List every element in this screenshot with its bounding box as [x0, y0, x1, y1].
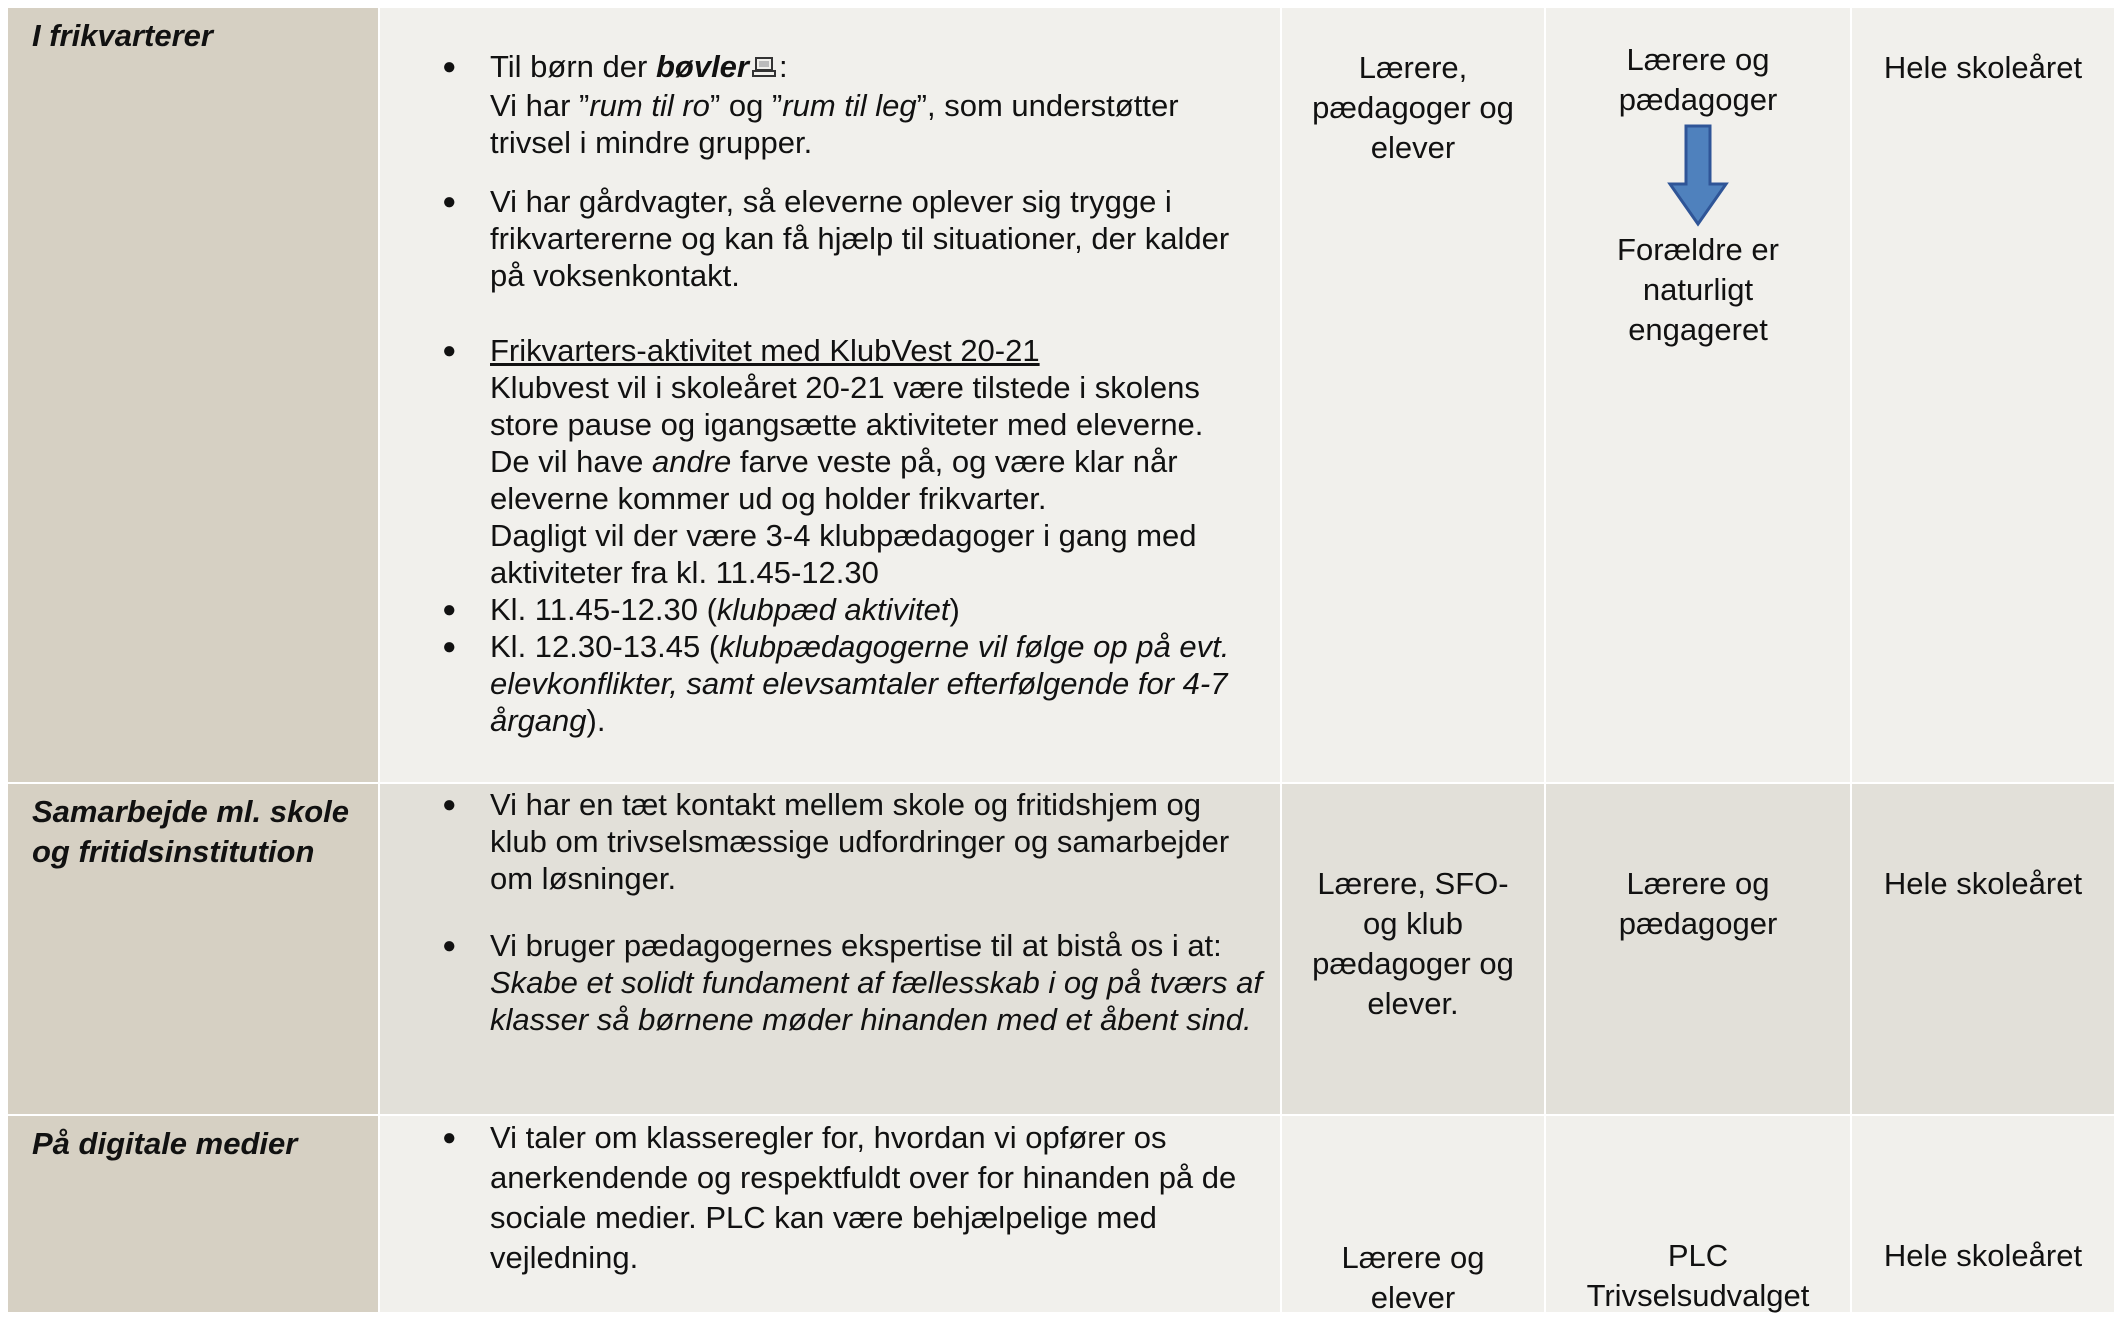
- bullet-icon: ●: [442, 596, 457, 624]
- italic-text: Skabe et solidt fundament af fællesskab i og på tværs af klasser så børnene møder hinanden med et åbent sind.: [490, 965, 1262, 1037]
- bullet-text: Vi har gårdvagter, så eleverne oplever sig trygge i frikvartererne og kan få hjælp til situationer, der kalder på voksenkontakt.: [490, 184, 1230, 294]
- list-item: [442, 183, 1262, 294]
- bullet-text: Vi har ”: [490, 88, 590, 124]
- list-item: [442, 628, 1262, 739]
- responsible-text: Lærere, pædagoger og elever: [1312, 50, 1514, 165]
- italic-text: rum til leg: [782, 88, 917, 124]
- row-heading-samarbejde: [8, 784, 378, 1114]
- involved-cell: [1546, 8, 1850, 782]
- bullet-text: ): [949, 592, 960, 628]
- bullet-text: Vi bruger pædagogernes ekspertise til at bistå os i at:: [490, 928, 1222, 963]
- row-heading-text: På digitale medier: [32, 1126, 298, 1161]
- bullet-icon: ●: [442, 188, 457, 216]
- activities-cell-frikvarterer: [380, 8, 1280, 782]
- involved-cell: [1546, 1116, 1850, 1312]
- responsible-cell: [1282, 784, 1544, 1114]
- period-cell: [1852, 1116, 2114, 1312]
- bullet-icon: ●: [442, 53, 457, 80]
- responsible-text: Lærere og elever: [1341, 1240, 1485, 1315]
- section-title: Frikvarters-aktivitet med KlubVest 20-21: [490, 333, 1040, 369]
- bullet-text: ).: [586, 703, 606, 739]
- bullet-text: Klubvest vil i skoleåret 20-21 være tilstede i skolens store pause og igangsætte aktiviteter med eleverne.: [490, 370, 1204, 443]
- bullet-icon: ●: [442, 633, 457, 661]
- responsible-cell: [1282, 1116, 1544, 1315]
- italic-text: andre: [651, 444, 732, 480]
- period-cell: [1852, 8, 2114, 782]
- bullet-text: Dagligt vil der være 3-4 klubpædagoger i gang med aktiviteter fra kl. 11.45-12.30: [490, 518, 1197, 591]
- laptop-icon: [751, 50, 777, 87]
- bullet-text: Vi har en tæt kontakt mellem skole og fritidshjem og klub om trivselsmæssige udfordringer og samarbejder om løsninger.: [490, 787, 1230, 896]
- row-heading-frikvarterer: [8, 8, 378, 782]
- involved-text: Trivselsudvalget: [1586, 1278, 1810, 1313]
- responsible-cell: [1282, 8, 1544, 782]
- activities-cell-samarbejde: [380, 784, 1280, 1114]
- row-heading-text: Samarbejde ml. skole og fritidsinstitution: [32, 794, 350, 869]
- bullet-text: ” og ”: [709, 88, 783, 124]
- row-heading-text: I frikvarterer: [32, 18, 213, 53]
- involved-text: Forældre er naturligt engageret: [1617, 232, 1779, 347]
- involved-text: Lærere og pædagoger: [1618, 42, 1778, 117]
- bullet-text: :: [778, 49, 788, 84]
- period-cell: [1852, 784, 2114, 1114]
- bullet-text: Kl. 11.45-12.30 (: [490, 592, 717, 628]
- involved-text: Lærere og pædagoger: [1618, 866, 1778, 941]
- down-arrow-icon: [1576, 120, 1820, 230]
- period-text: Hele skoleåret: [1883, 1238, 2083, 1273]
- activities-cell-digitale-medier: [380, 1116, 1280, 1312]
- list-item: [442, 591, 1262, 628]
- list-item: [442, 332, 1262, 591]
- bullet-text: De vil have: [490, 444, 652, 480]
- list-item: [442, 1118, 1262, 1278]
- bullet-text: ”, som understøtter trivsel i mindre grupper.: [490, 88, 1179, 161]
- bullet-icon: ●: [442, 337, 457, 365]
- bullet-text: Kl. 12.30-13.45 (: [490, 629, 720, 665]
- involved-text: PLC: [1667, 1238, 1729, 1273]
- list-item: [442, 48, 1262, 161]
- bullet-text: farve veste på, og være klar når eleverne kommer ud og holder frikvarter.: [490, 444, 1178, 517]
- bullet-text: Til børn der: [490, 49, 656, 84]
- list-item: [442, 786, 1262, 897]
- row-heading-digitale-medier: [8, 1116, 378, 1312]
- involved-cell: [1546, 784, 1850, 1114]
- bold-word: bøvler: [655, 49, 749, 84]
- period-text: Hele skoleåret: [1883, 50, 2083, 85]
- bullet-icon: ●: [442, 791, 457, 818]
- italic-text: klubpædagogerne vil følge op på evt. elevkonflikter, samt elevsamtaler efterfølgende for 4-7 årgang: [490, 629, 1230, 739]
- bullet-text: Vi taler om klasseregler for, hvordan vi opfører os anerkendende og respektfuldt over for hinanden på de sociale medier. PLC kan være behjælpelige med vejledning.: [490, 1120, 1237, 1275]
- period-text: Hele skoleåret: [1883, 866, 2083, 901]
- list-item: [442, 927, 1262, 1038]
- italic-text: klubpæd aktivitet: [716, 592, 950, 628]
- italic-text: rum til ro: [589, 88, 710, 124]
- responsible-text: Lærere, SFO- og klub pædagoger og elever.: [1312, 866, 1514, 1021]
- bullet-icon: ●: [442, 1124, 457, 1151]
- bullet-icon: ●: [442, 932, 457, 959]
